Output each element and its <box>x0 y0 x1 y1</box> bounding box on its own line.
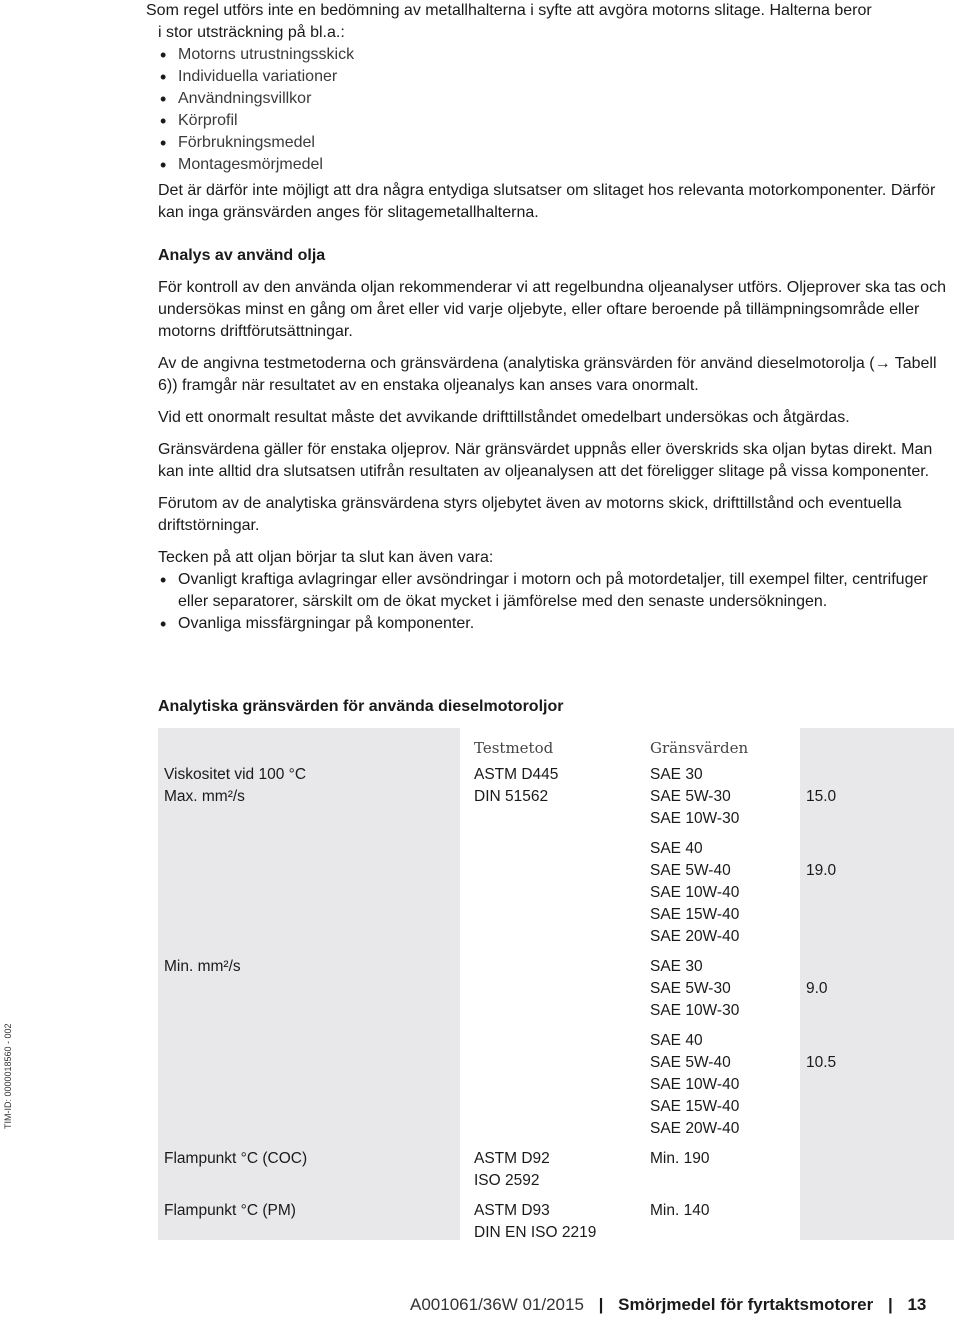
header-limits-label: Gränsvärden <box>650 739 749 757</box>
header-cell-method <box>466 728 636 764</box>
paragraph: För kontroll av den använda oljan rekommenderar vi att regelbundna oljeanalyser utförs. Oljeprover ska tas och undersökas minst en gång om året eller vid varje oljebyte, eller oftare beroende på tillämpningsområde eller motorns driftförutsättningar. <box>158 279 946 340</box>
table-cell: SAE 10W-40 <box>650 1076 740 1093</box>
table-cell: ASTM D445 <box>474 766 559 783</box>
list-item: • Körprofil <box>160 110 950 132</box>
header-method-label: Testmetod <box>474 739 554 757</box>
table-cell: SAE 40 <box>650 1032 703 1049</box>
table-cell: SAE 20W-40 <box>650 1120 740 1137</box>
table-title: Analytiska gränsvärden för använda dieselmotoroljor <box>158 698 564 715</box>
document-id: TIM-ID: 0000018560 - 002 <box>3 1023 13 1129</box>
table-cell: 19.0 <box>806 862 837 879</box>
footer-title: Smörjmedel för fyrtaktsmotorer <box>618 1295 874 1314</box>
paragraph: Vid ett onormalt resultat måste det avvikande drifttillståndet omedelbart undersökas och åtgärdas. <box>158 409 850 426</box>
signs-bullet-list <box>160 569 953 635</box>
paragraph: Gränsvärdena gäller för enstaka oljeprov. När gränsvärdet uppnås eller överskrids ska oljan bytas direkt. Man kan inte alltid dra slutsatsen utifrån resultaten av oljeanalysen att det föreligger slitage på vissa komponenter. <box>158 441 933 480</box>
table-cell: SAE 5W-30 <box>650 788 731 805</box>
table-cell: SAE 10W-30 <box>650 810 740 827</box>
list-item: • Ovanligt kraftiga avlagringar eller avsöndringar i motorn och på motordetaljer, till exempel filter, centrifuger eller separatorer, särskilt om de ökat mycket i jämförelse med den senaste undersökningen. <box>160 569 953 613</box>
intro-line-2: i stor utsträckning på bl.a.: <box>158 24 345 41</box>
table-cell: ISO 2592 <box>474 1172 540 1189</box>
footer-doc-code: A001061/36W 01/2015 <box>410 1295 584 1314</box>
list-item: • Individuella variationer <box>160 66 950 88</box>
list-item: • Montagesmörjmedel <box>160 154 950 176</box>
intro-paragraph: Det är därför inte möjligt att dra några entydiga slutsatser om slitaget hos relevanta motorkomponenter. Därför kan inga gränsvärden anges för slitagemetallhalterna. <box>158 182 936 221</box>
header-cell-limits <box>642 728 794 764</box>
table-cell: DIN EN ISO 2219 <box>474 1224 597 1241</box>
page-footer <box>410 1294 926 1316</box>
header-cell-blank-2 <box>800 728 954 764</box>
section-heading: Analys av använd olja <box>158 247 326 264</box>
table-cell: SAE 15W-40 <box>650 1098 740 1115</box>
table-cell: SAE 40 <box>650 840 703 857</box>
table-cell: Viskositet vid 100 °C <box>164 766 307 783</box>
list-item: • Motorns utrustningsskick <box>160 44 950 66</box>
table-cell: Max. mm²/s <box>164 788 245 805</box>
table-cell: Min. 140 <box>650 1202 710 1219</box>
table-cell: Min. 190 <box>650 1150 710 1167</box>
table-cell: SAE 10W-40 <box>650 884 740 901</box>
table-cell: SAE 20W-40 <box>650 928 740 945</box>
table-cell: 15.0 <box>806 788 837 805</box>
table-cell: SAE 30 <box>650 766 703 783</box>
table-cell: Min. mm²/s <box>164 958 241 975</box>
header-cell-blank <box>158 728 460 764</box>
table-cell: ASTM D92 <box>474 1150 550 1167</box>
paragraph: Tecken på att oljan börjar ta slut kan även vara: <box>158 549 494 566</box>
list-item: • Förbrukningsmedel <box>160 132 950 154</box>
table-cell: Flampunkt °C (COC) <box>164 1150 308 1167</box>
table-cell: SAE 5W-40 <box>650 862 731 879</box>
paragraph: Förutom av de analytiska gränsvärdena styrs oljebytet även av motorns skick, drifttillstånd och eventuella driftstörningar. <box>158 495 902 534</box>
page-number: 13 <box>907 1295 927 1314</box>
table-cell: DIN 51562 <box>474 788 549 805</box>
table-body <box>158 764 954 1240</box>
intro-line-1: Som regel utförs inte en bedömning av metallhalterna i syfte att avgöra motorns slitage. Halterna beror <box>146 2 872 19</box>
table-cell: 10.5 <box>806 1054 837 1071</box>
table-cell: 9.0 <box>806 980 828 997</box>
list-item: • Ovanliga missfärgningar på komponenter. <box>160 613 953 635</box>
table-cell: Flampunkt °C (PM) <box>164 1202 296 1219</box>
list-item: • Användningsvillkor <box>160 88 950 110</box>
table-cell: SAE 10W-30 <box>650 1002 740 1019</box>
analysis-section <box>158 245 953 635</box>
table-cell: ASTM D93 <box>474 1202 550 1219</box>
footer-separator: | <box>887 1295 893 1314</box>
table-cell: SAE 5W-40 <box>650 1054 731 1071</box>
column-bg-values <box>800 764 954 1240</box>
table-cell: SAE 15W-40 <box>650 906 740 923</box>
paragraph: Av de angivna testmetoderna och gränsvärdena (analytiska gränsvärden för använd dieselmotorolja (→ Tabell 6)) framgår när resultatet av en enstaka oljeanalys kan anses vara onormalt. <box>158 355 937 394</box>
table-cell: SAE 5W-30 <box>650 980 731 997</box>
table-header <box>158 728 954 764</box>
table-cell: SAE 30 <box>650 958 703 975</box>
intro-section <box>146 0 950 224</box>
limits-table <box>158 728 954 1241</box>
footer-separator: | <box>598 1295 604 1314</box>
intro-bullet-list <box>160 44 950 176</box>
